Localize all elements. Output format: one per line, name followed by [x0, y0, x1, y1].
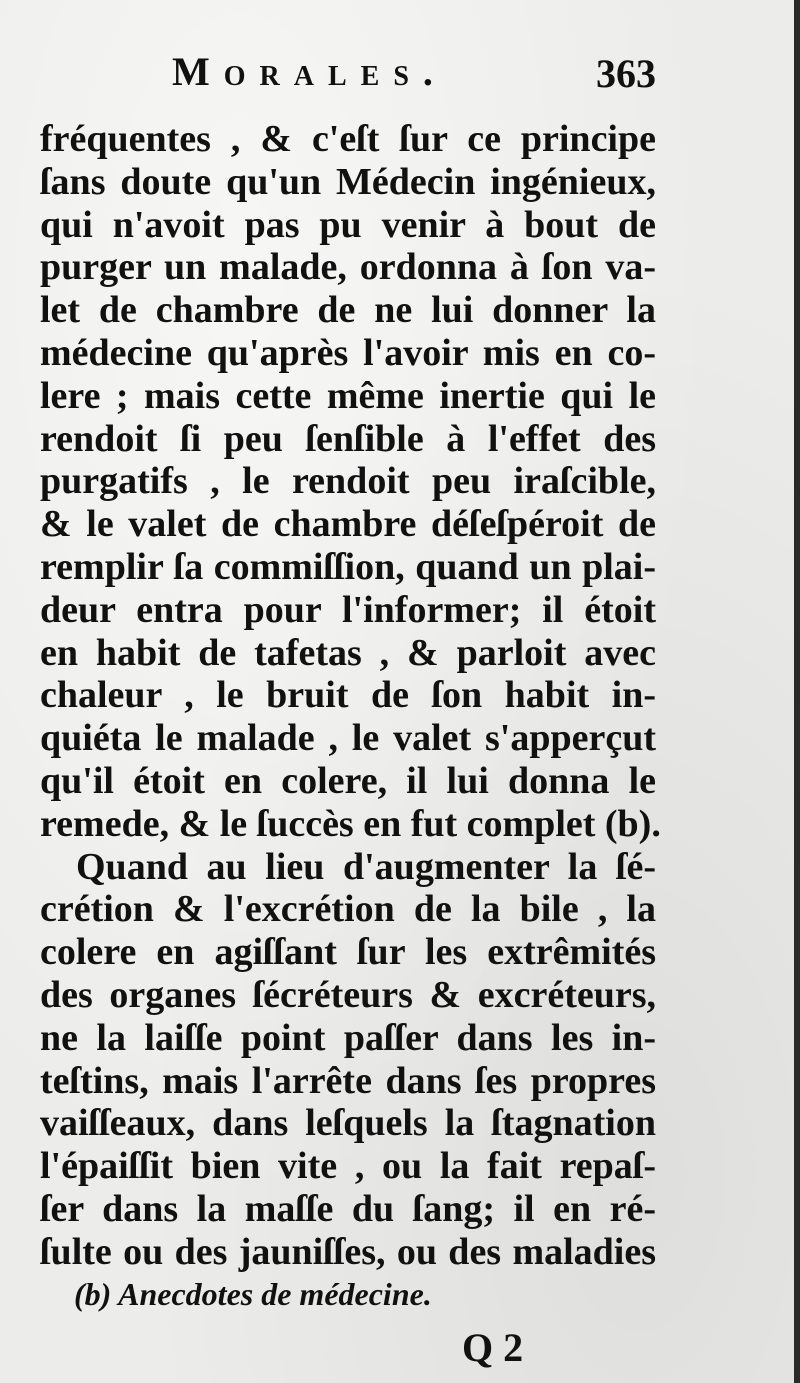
text-line: lere ; mais cette même inertie qui le: [40, 374, 656, 417]
page-header: [40, 42, 660, 98]
text-line: vaiſſeaux, dans leſquels la ſtagnation: [40, 1102, 656, 1145]
text-line: remplir ſa commiſſion, quand un plai-: [40, 545, 656, 588]
text-line: médecine qu'après l'avoir mis en co-: [40, 331, 656, 374]
page-number: 363: [596, 51, 656, 96]
text-line: deur entra pour l'informer; il étoit: [40, 588, 656, 631]
text-line: colere en agiſſant ſur les extrêmités: [40, 931, 656, 974]
footnote: (b) Anecdotes de médecine.: [74, 1276, 432, 1312]
signature-mark: Q 2: [462, 1325, 524, 1370]
text-line: des organes ſécréteurs & excréteurs,: [40, 973, 656, 1016]
body-text: [40, 118, 661, 1274]
text-line: let de chambre de ne lui donner la: [40, 289, 656, 332]
text-line: quiéta le malade , le valet s'apperçut: [40, 717, 656, 760]
running-title: Morales.: [172, 49, 447, 94]
text-line: chaleur , le bruit de ſon habit in-: [40, 674, 656, 717]
text-line: ſulte ou des jauniſſes, ou des maladies: [40, 1230, 656, 1273]
text-line: crétion & l'excrétion de la bile , la: [40, 888, 656, 931]
text-line: purgatifs , le rendoit peu iraſcible,: [40, 460, 656, 503]
text-line: qu'il étoit en colere, il lui donna le: [40, 759, 656, 802]
text-line: remede, & le ſuccès en fut complet (b).: [40, 802, 661, 845]
text-line: rendoit ſi peu ſenſible à l'effet des: [40, 417, 656, 460]
text-line: en habit de tafetas , & parloit avec: [40, 631, 656, 674]
text-line: l'épaiſſit bien vite , ou la fait repaſ-: [40, 1145, 656, 1188]
text-line: teſtins, mais l'arrête dans ſes propres: [40, 1059, 656, 1102]
text-line: ſer dans la maſſe du ſang; il en ré-: [40, 1187, 656, 1230]
text-line: Quand au lieu d'augmenter la ſé-: [76, 845, 656, 888]
text-line: purger un malade, ordonna à ſon va-: [40, 246, 656, 289]
text-line: qui n'avoit pas pu venir à bout de: [40, 203, 656, 246]
text-line: & le valet de chambre déſeſpéroit de: [40, 503, 656, 546]
text-line: fréquentes , & c'eſt ſur ce principe: [40, 118, 656, 160]
page-edge-shadow: [794, 0, 800, 1383]
text-line: ne la laiſſe point paſſer dans les in-: [40, 1016, 656, 1059]
text-line: ſans doute qu'un Médecin ingénieux,: [40, 160, 656, 203]
